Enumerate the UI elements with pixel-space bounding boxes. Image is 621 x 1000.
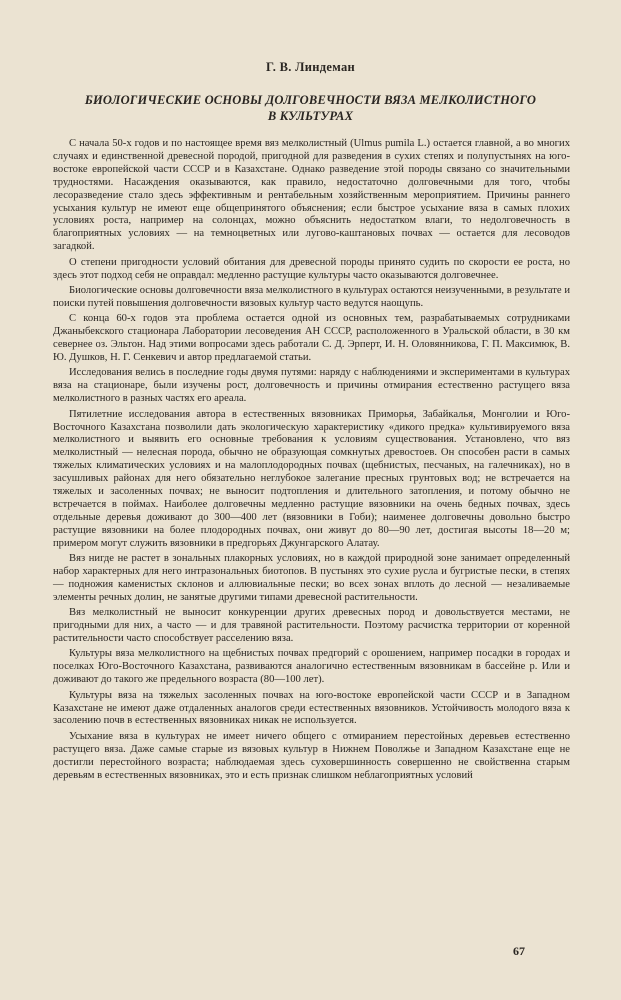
paragraph: Усыхание вяза в культурах не имеет ничего общего с отмиранием перестойных деревьев естественно растущего вяза. Даже самые старые из вязовых культур в Нижнем Поволжье и Западном Казахстане еще не достигли перестойного возраста; наблюдаемая здесь суховершинность совершенно не свойственна старым деревьям в естественных вязовниках, это и есть признак слишком неблагоприятных условий: [53, 730, 570, 781]
paragraph: О степени пригодности условий обитания для древесной породы принято судить по скорости ее роста, но здесь этот подход себя не оправдал: медленно растущие культуры часто оказываются долговечнее.: [53, 256, 570, 281]
article-body: [53, 138, 570, 785]
title-line-2: В КУЛЬТУРАХ: [267, 109, 354, 123]
paragraph: С начала 50-х годов и по настоящее время вяз мелколистный (Ulmus pumila L.) остается главной, а во многих случаях и единственной древесной породой, пригодной для разведения в сухих степях и полупустынях на юго-востоке европейской части СССР и в Казахстане. Однако разведение этой породы связано со значительными трудностями. Насаждения оказываются, как правило, недостаточно долговечными для того, чтобы лесоразведение стало здесь эффективным и рентабельным хозяйственным мероприятием. Причины раннего усыхания культур не имеют еще общепринятого объяснения; если быстрое усыхание вяза в самых плохих условиях роста, например на солонцах, можно объяснить недостатком влаги, то недолговечность в благоприятных условиях — на темноцветных или лугово-каштановых почвах — остается для лесоводов загадкой.: [53, 138, 570, 253]
paragraph: Культуры вяза на тяжелых засоленных почвах на юго-востоке европейской части СССР и в Западном Казахстане не имеют даже отдаленных аналогов среди естественных вязовников. Устойчивость молодого вяза к засолению почв в естественных вязовниках никак не используется.: [53, 689, 570, 727]
title-line-1: БИОЛОГИЧЕСКИЕ ОСНОВЫ ДОЛГОВЕЧНОСТИ ВЯЗА МЕЛКОЛИСТНОГО: [84, 93, 537, 107]
paragraph: Исследования велись в последние годы двумя путями: наряду с наблюдениями и экспериментами в культурах вяза на стационаре, были изучены рост, долговечность и причины отмирания естественно растущего вяза мелколистного в разных частях его ареала.: [53, 367, 570, 405]
page-number: 67: [513, 944, 525, 958]
paragraph: Культуры вяза мелколистного на щебнистых почвах предгорий с орошением, например посадки в городах и поселках Юго-Восточного Казахстана, развиваются аналогично естественным вязовникам в бассейне р. Или и доживают до такого же предельного возраста (80—100 лет).: [53, 648, 570, 686]
paragraph: Биологические основы долговечности вяза мелколистного в культурах остаются неизученными, в результате и поиски путей повышения долговечности вязовых культур часто ведутся наощупь.: [53, 284, 570, 309]
paragraph: Вяз нигде не растет в зональных плакорных условиях, но в каждой природной зоне занимает определенный набор характерных для него интразональных биотопов. В пустынях это сухие русла и бугристые пески, в степях — подножия каменистых склонов и аллювиальные пески; во всех зонах вплоть до лесной — незаливаемые элементы речных долин, не занятые другими типами древесной растительности.: [53, 553, 570, 603]
paragraph: Пятилетние исследования автора в естественных вязовниках Приморья, Забайкалья, Монголии и Юго-Восточного Казахстана позволили дать экологическую характеристику «дикого предка» культивируемого вяза мелколистного и выявить его основные требования к условиям существования. Установлено, что вяз мелколистный — нелесная порода, обычно не образующая сомкнутых древостоев. Он способен расти в самых тяжелых климатических условиях и на малоплодородных почвах (щебнистых, песчаных, на галечниках), но в засушливых районах для него обязательно неглубокое залегание пресных грунтовых вод; не встречается на тяжелых и засоленных почвах; не выносит подтопления и длительного затопления, и потому обычно не встречается в поймах. Наиболее долговечны медленно растущие вязовники на очень бедных почвах, здесь отдельные деревья доживают до 300—400 лет (вязовники в Гоби); наименее долговечны довольно быстро растущие вязовники на более плодородных почвах, они живут до 80—90 лет, достигая высоты 18—20 м; примером могут служить вязовники в предгорьях Джунгарского Алатау.: [53, 408, 570, 549]
paragraph: С конца 60-х годов эта проблема остается одной из основных тем, разрабатываемых сотрудниками Джаныбекского стационара Лаборатории лесоведения АН СССР, расположенного в Уральской области, в 30 км севернее оз. Эльтон. Над этими вопросами здесь работали С. Д. Эрперт, И. Н. Оловянникова, Г. П. Максимюк, В. Ю. Душков, Н. Г. Сенкевич и автор предлагаемой статьи.: [53, 313, 570, 363]
paragraph: Вяз мелколистный не выносит конкуренции других древесных пород и довольствуется местами, не пригодными для них, а часто — и для травяной растительности. Поэтому расчистка территории от коренной растительности часто способствует расселению вяза.: [53, 607, 570, 645]
author-name: Г. В. Линдеман: [265, 60, 356, 74]
article-title: [68, 92, 553, 124]
